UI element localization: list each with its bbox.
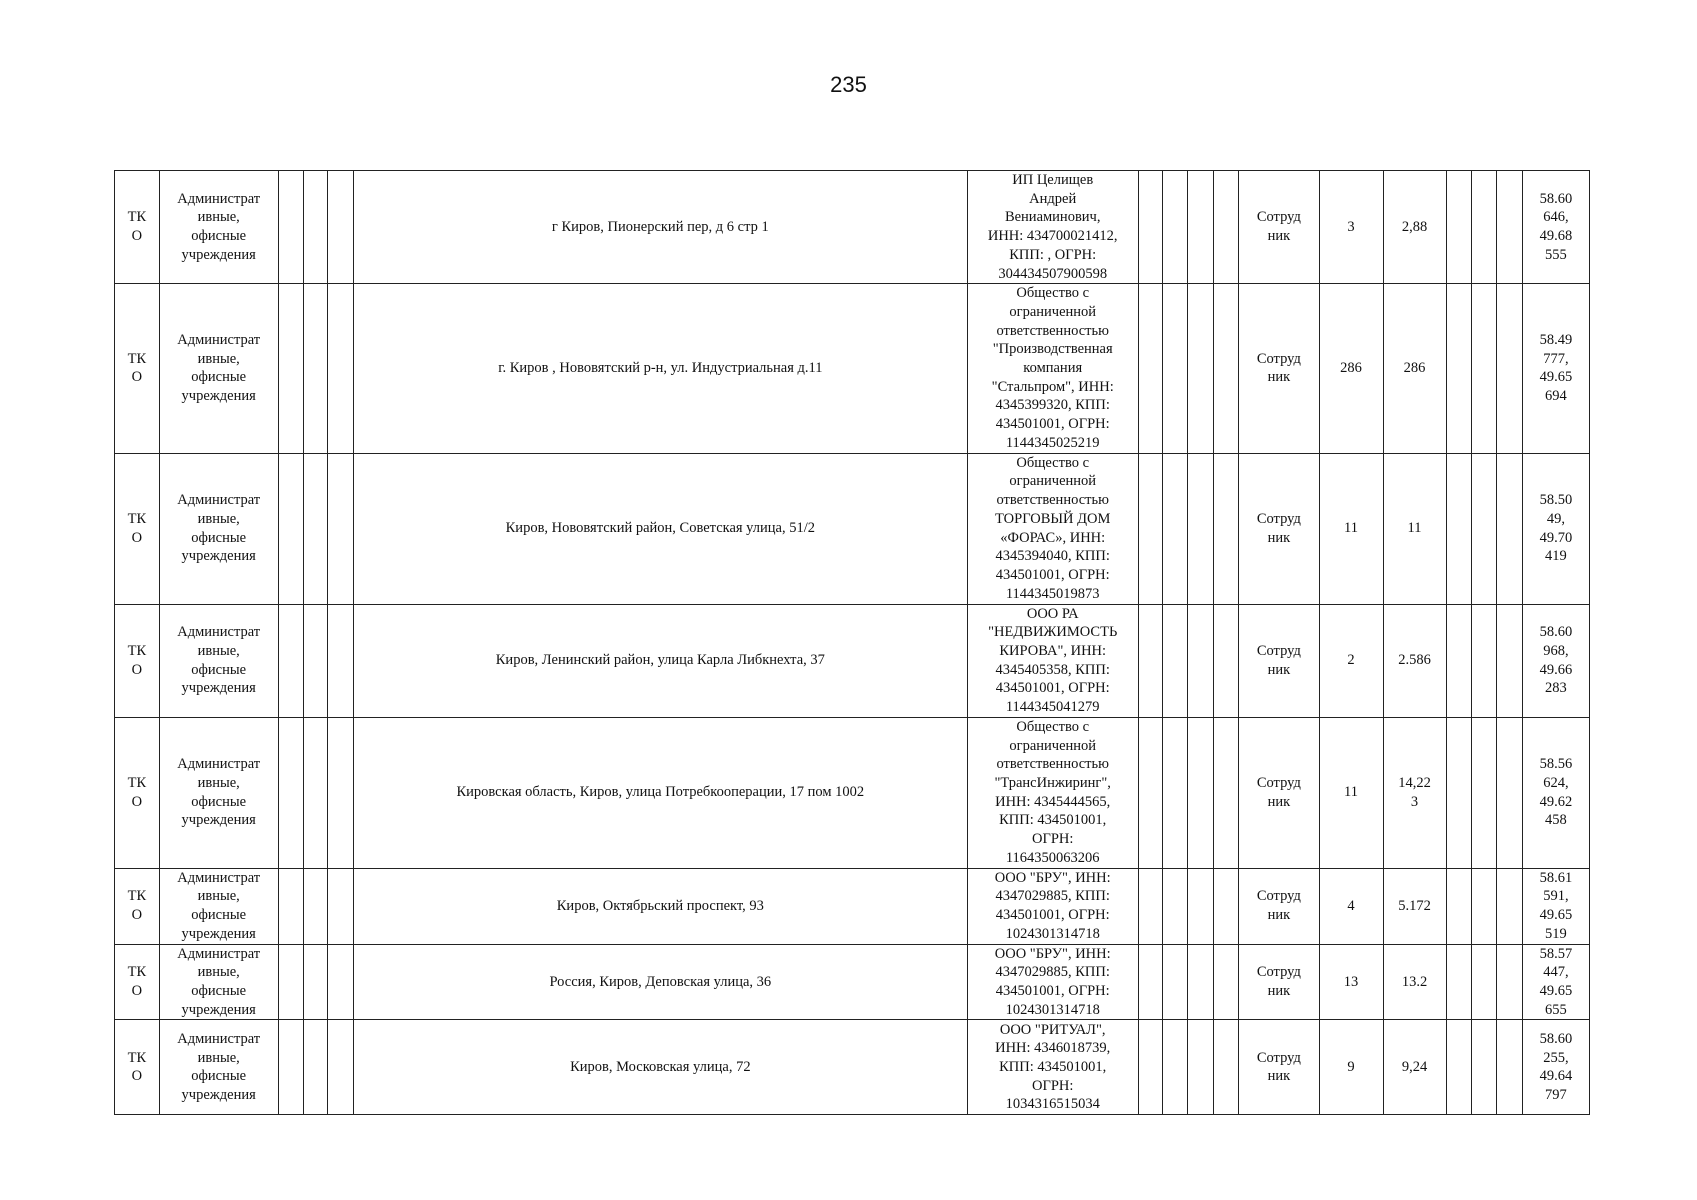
empty-cell — [304, 717, 328, 868]
count-cell: 4 — [1319, 868, 1383, 944]
empty-cell — [1446, 284, 1471, 453]
empty-cell — [1497, 284, 1522, 453]
empty-cell — [1162, 944, 1187, 1020]
waste-type-cell: ТК О — [115, 717, 160, 868]
empty-cell — [1138, 284, 1162, 453]
empty-cell — [1188, 717, 1213, 868]
unit-cell: Сотруд ник — [1239, 171, 1319, 284]
count-cell: 11 — [1319, 717, 1383, 868]
empty-cell — [304, 453, 328, 604]
table-body — [115, 171, 1590, 1115]
empty-cell — [1497, 717, 1522, 868]
empty-cell — [1497, 604, 1522, 717]
empty-cell — [1188, 171, 1213, 284]
address-cell: Киров, Нововятский район, Советская улица, 51/2 — [353, 453, 967, 604]
empty-cell — [278, 604, 303, 717]
empty-cell — [1471, 868, 1496, 944]
count-cell: 13 — [1319, 944, 1383, 1020]
empty-cell — [1471, 453, 1496, 604]
empty-cell — [278, 284, 303, 453]
empty-cell — [278, 868, 303, 944]
empty-cell — [1138, 453, 1162, 604]
category-cell: Администрат ивные, офисные учреждения — [159, 171, 278, 284]
empty-cell — [304, 284, 328, 453]
address-cell: Киров, Ленинский район, улица Карла Либкнехта, 37 — [353, 604, 967, 717]
empty-cell — [1471, 604, 1496, 717]
waste-type-cell: ТК О — [115, 944, 160, 1020]
empty-cell — [1213, 284, 1238, 453]
count-cell: 2 — [1319, 604, 1383, 717]
unit-cell: Сотруд ник — [1239, 944, 1319, 1020]
empty-cell — [1162, 171, 1187, 284]
category-cell: Администрат ивные, офисные учреждения — [159, 453, 278, 604]
empty-cell — [1497, 171, 1522, 284]
waste-type-cell: ТК О — [115, 1020, 160, 1115]
empty-cell — [1497, 944, 1522, 1020]
table-row — [115, 717, 1590, 868]
empty-cell — [1213, 717, 1238, 868]
empty-cell — [1138, 1020, 1162, 1115]
table-row — [115, 453, 1590, 604]
empty-cell — [304, 868, 328, 944]
coordinates-cell: 58.60 646, 49.68 555 — [1522, 171, 1589, 284]
empty-cell — [304, 1020, 328, 1115]
table-row — [115, 171, 1590, 284]
category-cell: Администрат ивные, офисные учреждения — [159, 717, 278, 868]
table-row — [115, 944, 1590, 1020]
address-cell: Россия, Киров, Деповская улица, 36 — [353, 944, 967, 1020]
empty-cell — [1138, 717, 1162, 868]
empty-cell — [1162, 868, 1187, 944]
table-row — [115, 604, 1590, 717]
owner-cell: Общество с ограниченной ответственностью "Производственная компания "Стальпром", ИНН: 4345399320, КПП: 434501001, ОГРН: 1144345025219 — [967, 284, 1138, 453]
address-cell: Кировская область, Киров, улица Потребкооперации, 17 пом 1002 — [353, 717, 967, 868]
address-cell: Киров, Октябрьский проспект, 93 — [353, 868, 967, 944]
empty-cell — [328, 868, 353, 944]
empty-cell — [1446, 171, 1471, 284]
empty-cell — [278, 944, 303, 1020]
owner-cell: ООО "БРУ", ИНН: 4347029885, КПП: 434501001, ОГРН: 1024301314718 — [967, 944, 1138, 1020]
volume-cell: 286 — [1383, 284, 1446, 453]
empty-cell — [1471, 944, 1496, 1020]
empty-cell — [328, 171, 353, 284]
empty-cell — [1188, 868, 1213, 944]
empty-cell — [1188, 604, 1213, 717]
unit-cell: Сотруд ник — [1239, 604, 1319, 717]
volume-cell: 9,24 — [1383, 1020, 1446, 1115]
empty-cell — [1497, 868, 1522, 944]
empty-cell — [304, 171, 328, 284]
address-cell: г. Киров , Нововятский р-н, ул. Индустриальная д.11 — [353, 284, 967, 453]
empty-cell — [1162, 453, 1187, 604]
count-cell: 286 — [1319, 284, 1383, 453]
category-cell: Администрат ивные, офисные учреждения — [159, 944, 278, 1020]
empty-cell — [1188, 1020, 1213, 1115]
empty-cell — [1446, 604, 1471, 717]
table-row — [115, 284, 1590, 453]
empty-cell — [1213, 944, 1238, 1020]
owner-cell: Общество с ограниченной ответственностью "ТрансИнжиринг", ИНН: 4345444565, КПП: 434501001, ОГРН: 1164350063206 — [967, 717, 1138, 868]
empty-cell — [1138, 604, 1162, 717]
empty-cell — [1497, 453, 1522, 604]
empty-cell — [1446, 868, 1471, 944]
empty-cell — [328, 717, 353, 868]
empty-cell — [328, 1020, 353, 1115]
empty-cell — [1471, 717, 1496, 868]
count-cell: 11 — [1319, 453, 1383, 604]
unit-cell: Сотруд ник — [1239, 717, 1319, 868]
category-cell: Администрат ивные, офисные учреждения — [159, 604, 278, 717]
address-cell: Киров, Московская улица, 72 — [353, 1020, 967, 1115]
empty-cell — [304, 604, 328, 717]
empty-cell — [1162, 717, 1187, 868]
waste-type-cell: ТК О — [115, 868, 160, 944]
unit-cell: Сотруд ник — [1239, 453, 1319, 604]
owner-cell: ООО "БРУ", ИНН: 4347029885, КПП: 434501001, ОГРН: 1024301314718 — [967, 868, 1138, 944]
empty-cell — [1213, 1020, 1238, 1115]
empty-cell — [1138, 171, 1162, 284]
empty-cell — [1138, 868, 1162, 944]
count-cell: 9 — [1319, 1020, 1383, 1115]
waste-type-cell: ТК О — [115, 284, 160, 453]
owner-cell: ИП Целищев Андрей Вениаминович, ИНН: 434700021412, КПП: , ОГРН: 304434507900598 — [967, 171, 1138, 284]
volume-cell: 11 — [1383, 453, 1446, 604]
empty-cell — [1497, 1020, 1522, 1115]
volume-cell: 13.2 — [1383, 944, 1446, 1020]
empty-cell — [1188, 284, 1213, 453]
empty-cell — [278, 453, 303, 604]
empty-cell — [328, 284, 353, 453]
volume-cell: 2,88 — [1383, 171, 1446, 284]
category-cell: Администрат ивные, офисные учреждения — [159, 1020, 278, 1115]
empty-cell — [304, 944, 328, 1020]
empty-cell — [1188, 944, 1213, 1020]
address-cell: г Киров, Пионерский пер, д 6 стр 1 — [353, 171, 967, 284]
empty-cell — [1446, 717, 1471, 868]
empty-cell — [1446, 944, 1471, 1020]
empty-cell — [328, 604, 353, 717]
empty-cell — [1446, 453, 1471, 604]
empty-cell — [278, 1020, 303, 1115]
empty-cell — [1188, 453, 1213, 604]
page-number: 235 — [830, 72, 867, 97]
empty-cell — [1471, 284, 1496, 453]
empty-cell — [278, 717, 303, 868]
waste-type-cell: ТК О — [115, 453, 160, 604]
category-cell: Администрат ивные, офисные учреждения — [159, 868, 278, 944]
coordinates-cell: 58.60 255, 49.64 797 — [1522, 1020, 1589, 1115]
owner-cell: Общество с ограниченной ответственностью ТОРГОВЫЙ ДОМ «ФОРАС», ИНН: 4345394040, КПП: 434501001, ОГРН: 1144345019873 — [967, 453, 1138, 604]
empty-cell — [1213, 868, 1238, 944]
empty-cell — [1138, 944, 1162, 1020]
waste-type-cell: ТК О — [115, 604, 160, 717]
table-row — [115, 868, 1590, 944]
coordinates-cell: 58.57 447, 49.65 655 — [1522, 944, 1589, 1020]
empty-cell — [1213, 604, 1238, 717]
empty-cell — [278, 171, 303, 284]
owner-cell: ООО РА "НЕДВИЖИМОСТЬ КИРОВА", ИНН: 4345405358, КПП: 434501001, ОГРН: 1144345041279 — [967, 604, 1138, 717]
empty-cell — [328, 944, 353, 1020]
empty-cell — [1162, 284, 1187, 453]
empty-cell — [1162, 604, 1187, 717]
coordinates-cell: 58.60 968, 49.66 283 — [1522, 604, 1589, 717]
count-cell: 3 — [1319, 171, 1383, 284]
volume-cell: 14,22 3 — [1383, 717, 1446, 868]
empty-cell — [1213, 453, 1238, 604]
unit-cell: Сотруд ник — [1239, 1020, 1319, 1115]
empty-cell — [1471, 1020, 1496, 1115]
coordinates-cell: 58.61 591, 49.65 519 — [1522, 868, 1589, 944]
category-cell: Администрат ивные, офисные учреждения — [159, 284, 278, 453]
volume-cell: 5.172 — [1383, 868, 1446, 944]
empty-cell — [328, 453, 353, 604]
unit-cell: Сотруд ник — [1239, 868, 1319, 944]
waste-type-cell: ТК О — [115, 171, 160, 284]
waste-sources-table — [114, 170, 1590, 1115]
coordinates-cell: 58.49 777, 49.65 694 — [1522, 284, 1589, 453]
coordinates-cell: 58.50 49, 49.70 419 — [1522, 453, 1589, 604]
unit-cell: Сотруд ник — [1239, 284, 1319, 453]
coordinates-cell: 58.56 624, 49.62 458 — [1522, 717, 1589, 868]
volume-cell: 2.586 — [1383, 604, 1446, 717]
table-row — [115, 1020, 1590, 1115]
empty-cell — [1446, 1020, 1471, 1115]
empty-cell — [1162, 1020, 1187, 1115]
empty-cell — [1213, 171, 1238, 284]
owner-cell: ООО "РИТУАЛ", ИНН: 4346018739, КПП: 434501001, ОГРН: 1034316515034 — [967, 1020, 1138, 1115]
empty-cell — [1471, 171, 1496, 284]
